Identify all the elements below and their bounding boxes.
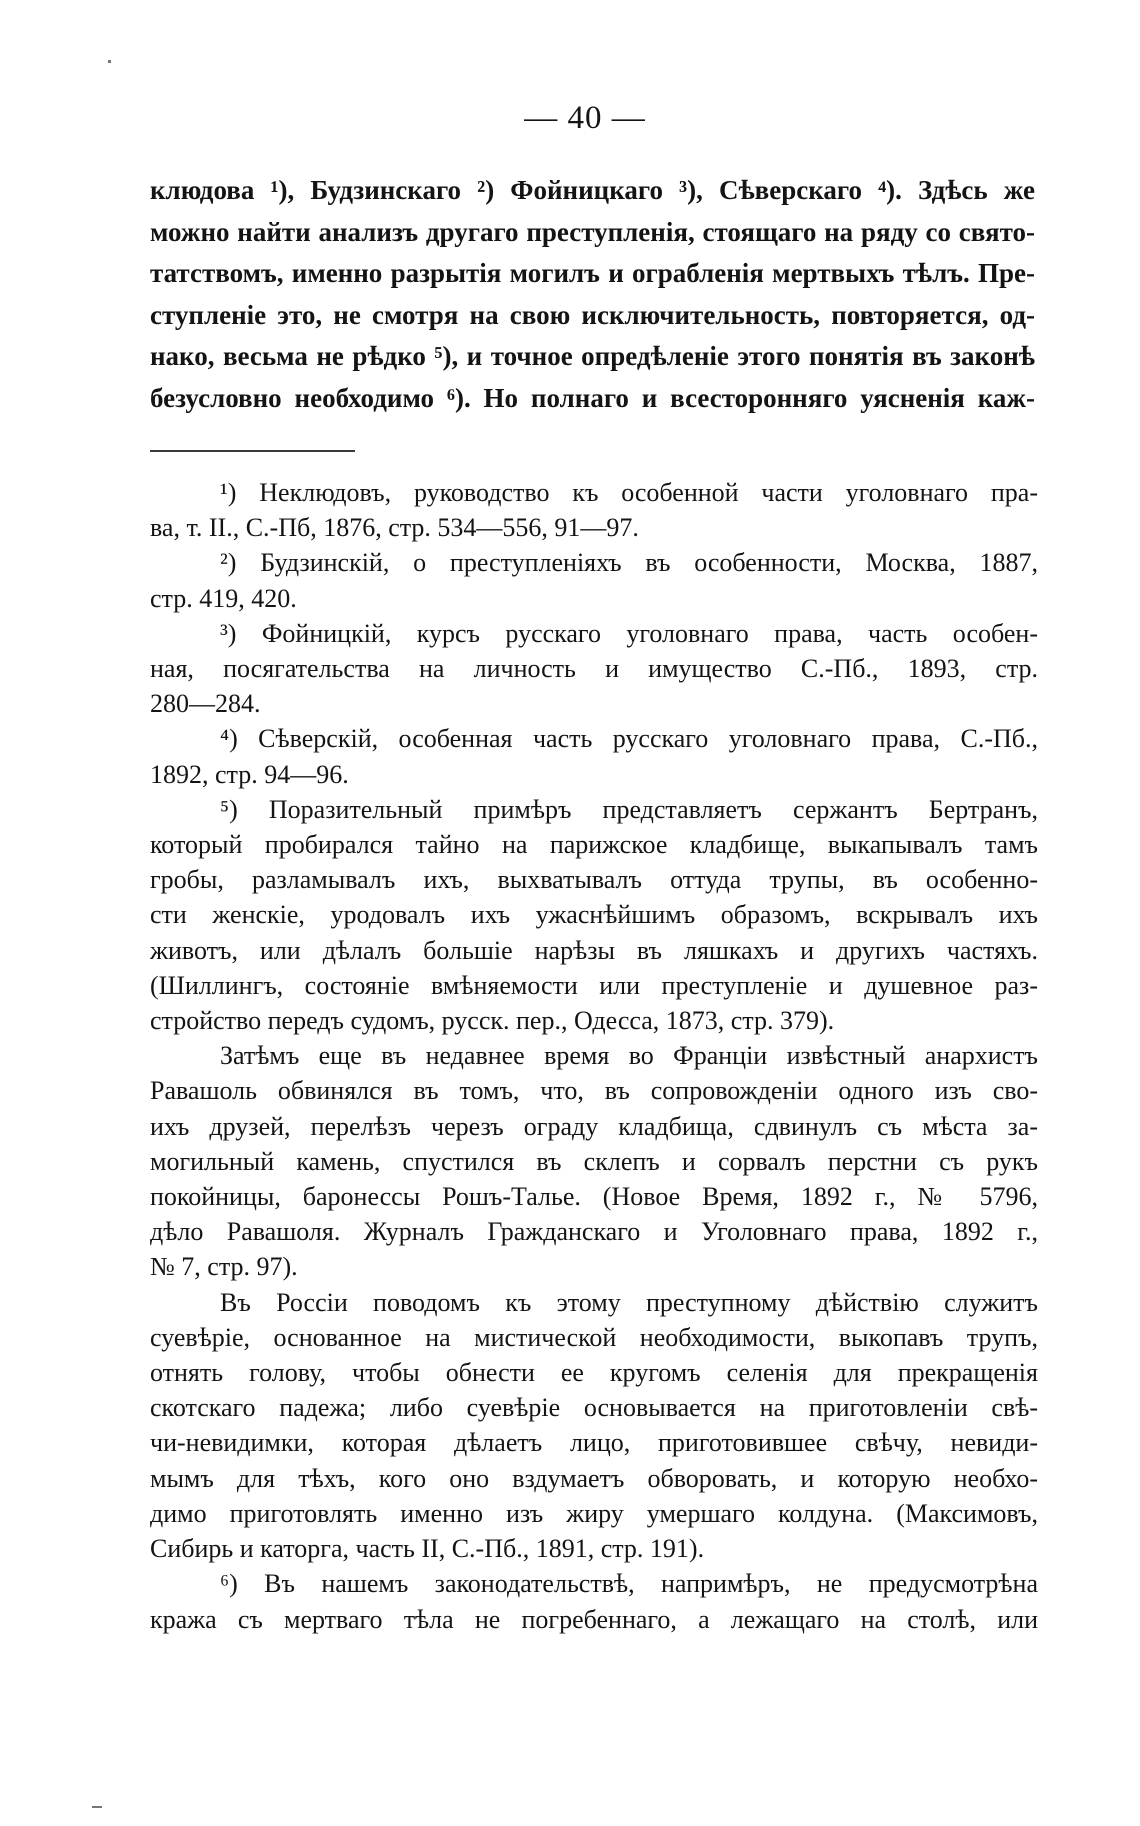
footnote-line: покойницы, баронессы Рошъ-Талье. (Новое Время, 1892 г., № 5796, [150,1182,1038,1212]
scan-speck [92,1806,102,1808]
footnote-separator [150,450,355,452]
footnote-5 [150,792,1038,1038]
body-line: можно найти анализъ другаго преступленія, стоящаго на ряду со свято- [150,216,1035,247]
footnote-line: ва, т. II., С.-Пб, 1876, стр. 534—556, 91—97. [150,513,639,543]
footnote-5-paragraph-2 [150,1038,1038,1284]
footnote-line: ¹) Неклюдовъ, руководство къ особенной части уголовнаго пра- [220,478,1038,507]
footnote-3 [150,616,1038,722]
body-line: безусловно необходимо ⁶). Но полнаго и всесторонняго уясненія каж- [150,382,1035,413]
page-number: — 40 — [524,100,646,136]
footnote-line: могильный камень, спустился въ склепъ и сорвалъ перстни съ рукъ [150,1146,1038,1176]
footnote-2 [150,545,1038,615]
footnote-4 [150,721,1038,791]
body-line: ступленіе это, не смотря на свою исключительность, повторяется, од- [150,299,1035,330]
footnote-line: Равашоль обвинялся въ томъ, что, въ сопровожденіи одного изъ сво- [150,1076,1038,1106]
footnote-6 [150,1566,1038,1636]
footnotes-section [150,475,1038,1637]
footnote-1 [150,475,1038,545]
footnote-line: суевѣріе, основанное на мистической необходимости, выкопавъ трупъ, [150,1322,1038,1352]
footnote-line: ⁶) Въ нашемъ законодательствѣ, напримѣръ, не предусмотрѣна [220,1569,1038,1599]
footnote-line: Сибирь и каторга, часть II, С.-Пб., 1891, стр. 191). [150,1534,705,1564]
scan-speck [108,60,111,63]
footnote-line: димо приготовлять именно изъ жиру умершаго колдуна. (Максимовъ, [150,1498,1038,1528]
footnote-line: стр. 419, 420. [150,583,297,613]
footnote-line: 280—284. [150,689,261,719]
footnote-line: ³) Фойницкій, курсъ русскаго уголовнаго права, часть особен- [220,618,1038,648]
body-line: нако, весьма не рѣдко ⁵), и точное опредѣленіе этого понятія въ законѣ [150,341,1035,371]
body-line: татствомъ, именно разрытія могилъ и ограбленія мертвыхъ тѣлъ. Пре- [150,258,1035,288]
body-line: клюдова ¹), Будзинскаго ²) Фойницкаго ³), Сѣверскаго ⁴). Здѣсь же [150,175,1035,205]
footnote-line: ²) Будзинскій, о преступленіяхъ въ особенности, Москва, 1887, [220,548,1038,578]
footnote-line: чи-невидимки, которая дѣлаетъ лицо, приготовившее свѣчу, невиди- [150,1428,1038,1458]
footnote-line: отнять голову, чтобы обнести ее кругомъ селенія для прекращенія [150,1358,1038,1388]
footnote-line: ихъ друзей, перелѣзъ черезъ ограду кладбища, сдвинулъ съ мѣста за- [150,1111,1038,1141]
footnote-line: дѣло Равашоля. Журналъ Гражданскаго и Уголовнаго права, 1892 г., [150,1217,1038,1247]
footnote-line: который пробирался тайно на парижское кладбище, выкапывалъ тамъ [150,830,1038,860]
footnote-line: ная, посягательства на личность и имущество С.-Пб., 1893, стр. [150,654,1038,684]
footnote-line: животъ, или дѣлалъ большіе нарѣзы въ ляшкахъ и другихъ частяхъ. [150,935,1038,965]
footnote-line: Затѣмъ еще въ недавнее время во Франціи извѣстный анархистъ [220,1041,1038,1071]
footnote-5-paragraph-3 [150,1285,1038,1567]
footnote-line: Въ Россіи поводомъ къ этому преступному дѣйствію служитъ [220,1287,1038,1317]
footnote-line: сти женскіе, уродовалъ ихъ ужаснѣйшимъ образомъ, вскрывалъ ихъ [150,900,1038,930]
footnote-line: скотскаго падежа; либо суевѣріе основывается на приготовленіи свѣ- [150,1393,1038,1423]
footnote-line: ⁴) Сѣверскій, особенная часть русскаго уголовнаго права, С.-Пб., [220,724,1038,754]
footnote-line: ⁵) Поразительный примѣръ представляетъ сержантъ Бертранъ, [220,794,1038,824]
footnote-line: 1892, стр. 94—96. [150,759,349,789]
footnote-line: (Шиллингъ, состояніе вмѣняемости или преступленіе и душевное раз- [150,970,1038,1000]
footnote-line: № 7, стр. 97). [150,1252,298,1282]
footnote-line: мымъ для тѣхъ, кого оно вздумаетъ обворовать, и которую необхо- [150,1463,1038,1493]
footnote-line: кража съ мертваго тѣла не погребеннаго, а лежащаго на столѣ, или [150,1604,1038,1634]
main-body-text [150,170,1035,419]
footnote-line: гробы, разламывалъ ихъ, выхватывалъ оттуда трупы, въ особенно- [150,865,1038,895]
footnote-line: стройство передъ судомъ, русск. пер., Одесса, 1873, стр. 379). [150,1006,835,1036]
